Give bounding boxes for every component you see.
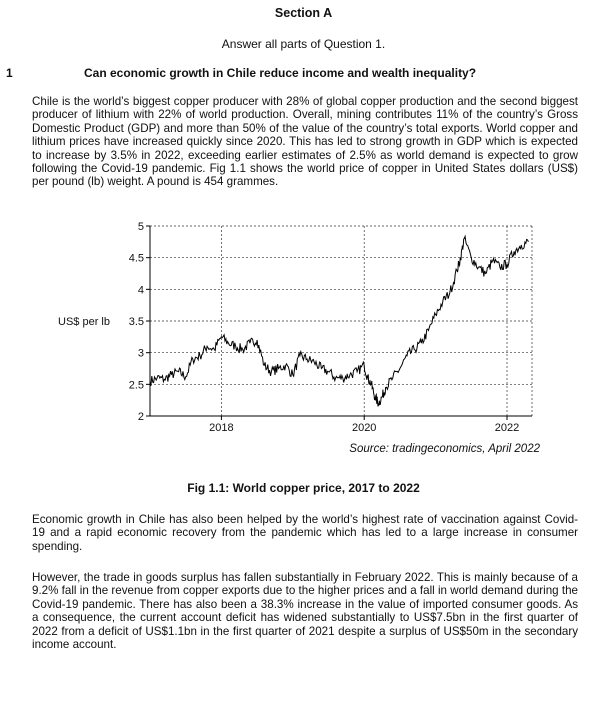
paragraph-intro: Chile is the world’s biggest copper producer with 28% of global copper production and the second biggest producer of lithium with 22% of world production. Overall, mining contributes 11% of the country’s Gross Domestic Product (GDP) and more than 50% of the value of the country’s total exports. World copper and lithium prices have increased quickly since 2020. This has led to strong growth in GDP which is expected to increase by 3.5% in 2022, exceeding earlier estimates of 2.5% as world demand is expected to grow following the Covid-19 pandemic. Fig 1.1 shows the world price of copper in United States dollars (US$) per pound (lb) weight. A pound is 454 grammes. — [32, 95, 578, 189]
x-tick-label: 2020 — [351, 422, 377, 434]
y-axis-label: US$ per lb — [58, 316, 110, 328]
question-number: 1 — [6, 66, 13, 80]
y-tick-label: 5 — [137, 221, 144, 233]
section-title: Section A — [274, 6, 333, 20]
figure-caption: Fig 1.1: World copper price, 2017 to 2022 — [187, 481, 420, 495]
y-tick-label: 4 — [137, 284, 144, 297]
y-tick-label: 3.5 — [128, 316, 144, 328]
y-tick-label: 3 — [137, 347, 144, 360]
paragraph-vaccination: Economic growth in Chile has also been helped by the world’s highest rate of vaccination against Covid-19 and a rapid economic recovery from the pandemic which has led to a large increase in consumer spending. — [32, 513, 578, 553]
x-tick-label: 2018 — [209, 422, 234, 434]
copper-price-line — [150, 236, 528, 406]
y-tick-labels — [129, 221, 144, 423]
figure-source: Source: tradingeconomics, April 2022 — [349, 443, 540, 455]
x-tick-label: 2022 — [494, 422, 520, 434]
copper-price-chart — [40, 214, 540, 436]
instruction: Answer all parts of Question 1. — [221, 37, 386, 51]
paragraph-trade: However, the trade in goods surplus has fallen substantially in February 2022. This is mainly because of a 9.2% fall in the revenue from copper exports due to the higher prices and a fall in world demand during the Covid-19 pandemic. There has also been a 38.3% increase in the value of imported consumer goods. As a consequence, the current account deficit has widened substantially to US$7.5bn in the first quarter of 2022 from a deficit of US$1.1bn in the first quarter of 2021 despite a surplus of US$50m in the secondary income account. — [32, 571, 578, 652]
x-tick-labels — [209, 422, 519, 434]
y-tick-label: 2 — [137, 411, 144, 423]
chart-grid — [150, 226, 532, 416]
y-tick-label: 4.5 — [128, 252, 144, 265]
y-tick-label: 2.5 — [128, 379, 144, 392]
question-text: Can economic growth in Chile reduce income and wealth inequality? — [84, 66, 477, 80]
chart-axes — [146, 226, 532, 420]
